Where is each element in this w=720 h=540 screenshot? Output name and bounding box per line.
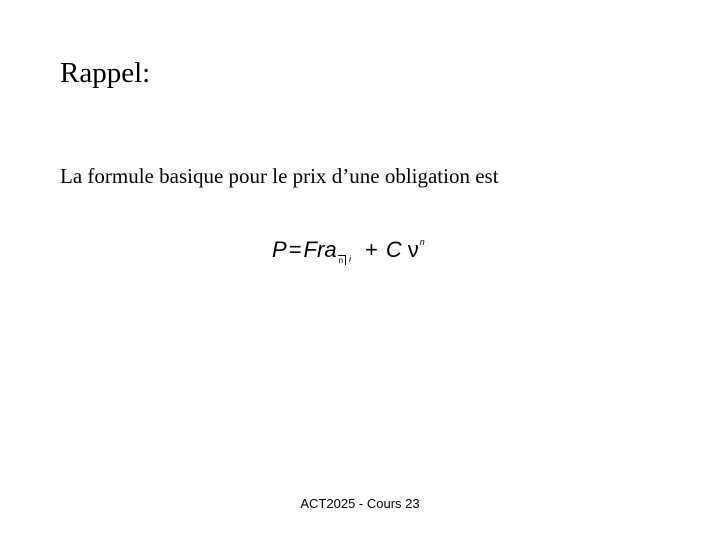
bond-price-formula: [272, 232, 425, 268]
formula-redemption-value: C: [385, 237, 402, 262]
formula-plus-sign: +: [365, 237, 378, 262]
formula-coupon-factor: Fr: [303, 237, 325, 262]
formula-exponent: n: [419, 237, 425, 247]
formula-equals-sign: =: [288, 237, 302, 262]
slide-footer: ACT2025 - Cours 23: [300, 496, 420, 511]
formula-annuity-subscript: [338, 255, 351, 265]
body-text: La formule basique pour le prix d’une obligation est: [60, 164, 499, 188]
formula-price-symbol: P: [272, 237, 287, 262]
formula-annuity-term: n: [338, 255, 346, 265]
formula-annuity-rate: i: [349, 254, 352, 264]
formula-discount-symbol: ν: [407, 237, 419, 262]
formula-annuity-symbol: a: [324, 237, 337, 262]
slide-title: Rappel:: [60, 57, 151, 89]
